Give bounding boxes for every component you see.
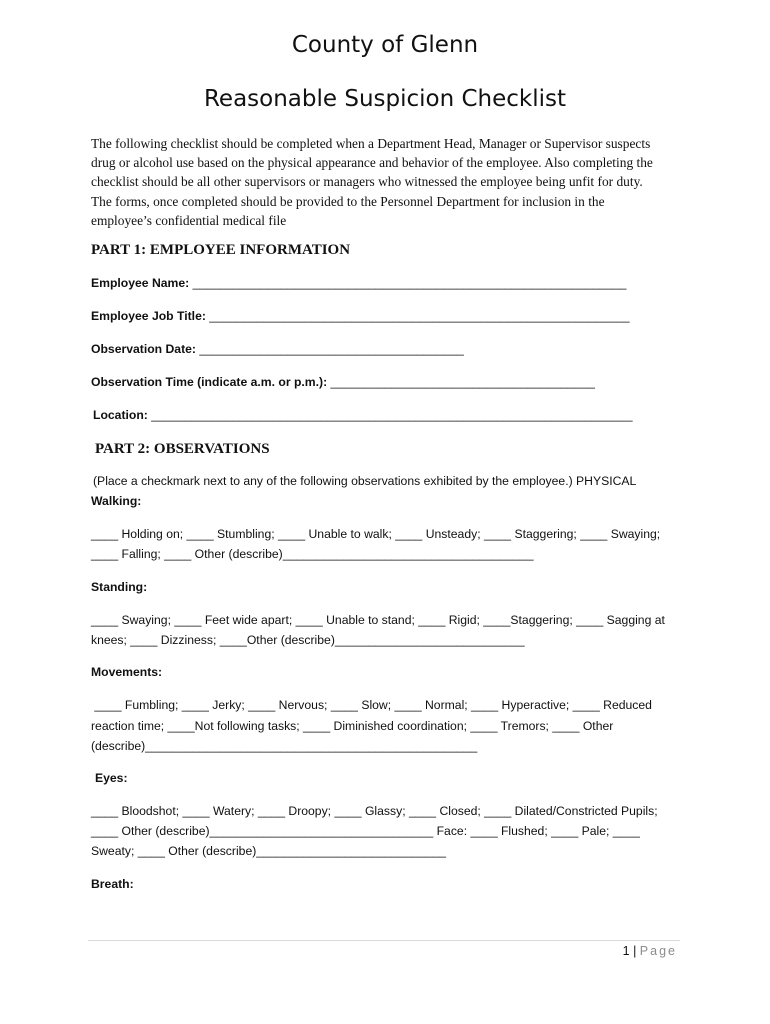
observation-instruction: (Place a checkmark next to any of the following observations exhibited by the employee.) PHYSICAL: [93, 474, 637, 488]
intro-line: checklist should be all other supervisors or managers who witnessed the employee being unfit for duty.: [91, 174, 643, 190]
eyes-options-line[interactable]: ____ Bloodshot; ____ Watery; ____ Droopy; ____ Glassy; ____ Closed; ____ Dilated/Constricted Pupils;: [91, 804, 658, 818]
field-blank[interactable]: _______________________________________: [199, 342, 464, 356]
field-blank[interactable]: _______________________________________________________________________: [151, 408, 633, 422]
standing-label: Standing:: [91, 580, 148, 594]
walking-options-line[interactable]: ____ Falling; ____ Other (describe)_____________________________________: [91, 547, 534, 561]
location-field[interactable]: [93, 408, 632, 422]
eyes-options-line[interactable]: ____ Other (describe)_________________________________ Face: ____ Flushed; ____ Pale; ____: [91, 824, 640, 838]
observation-time-field[interactable]: [91, 375, 595, 389]
part2-heading: PART 2: OBSERVATIONS: [95, 441, 270, 457]
page-number: 1: [622, 944, 630, 958]
field-label: Observation Time (indicate a.m. or p.m.):: [91, 375, 328, 389]
intro-line: employee’s confidential medical file: [91, 212, 287, 228]
observation-date-field[interactable]: [91, 342, 464, 356]
walking-options-line[interactable]: ____ Holding on; ____ Stumbling; ____ Unable to walk; ____ Unsteady; ____ Staggering; ____ Swaying;: [91, 527, 661, 541]
field-label: Employee Name:: [91, 276, 190, 290]
field-label: Observation Date:: [91, 342, 196, 356]
footer-divider: [88, 940, 680, 941]
intro-paragraph: [91, 134, 691, 230]
employee-name-field[interactable]: [91, 276, 626, 290]
intro-line: The forms, once completed should be provided to the Personnel Department for inclusion in the: [91, 193, 605, 209]
movements-label: Movements:: [91, 665, 163, 679]
eyes-label: Eyes:: [95, 771, 128, 785]
intro-line: The following checklist should be completed when a Department Head, Manager or Supervisor suspects: [91, 136, 651, 151]
part1-heading: PART 1: EMPLOYEE INFORMATION: [91, 242, 351, 258]
standing-options-line[interactable]: ____ Swaying; ____ Feet wide apart; ____ Unable to stand; ____ Rigid; ____Staggering; ____ Sagging at: [91, 613, 665, 627]
field-label: Location:: [93, 408, 148, 422]
movements-options-line[interactable]: (describe)_________________________________________________: [91, 739, 478, 753]
field-label: Employee Job Title:: [91, 309, 206, 323]
intro-line: drug or alcohol use based on the physical appearance and behavior of the employee. Also completing the: [91, 155, 653, 171]
page-footer: [623, 944, 677, 958]
breath-label: Breath:: [91, 877, 134, 891]
field-blank[interactable]: ______________________________________________________________: [209, 309, 630, 323]
page-word: Page: [639, 944, 677, 958]
standing-options-line[interactable]: knees; ____ Dizziness; ____Other (describe)____________________________: [91, 633, 525, 647]
field-blank[interactable]: ________________________________________________________________: [192, 276, 627, 290]
page-title: Reasonable Suspicion Checklist: [203, 86, 567, 112]
page-separator: |: [633, 944, 637, 958]
page-org-title: County of Glenn: [291, 32, 479, 58]
eyes-options-line[interactable]: Sweaty; ____ Other (describe)____________________________: [91, 844, 447, 858]
movements-options-line[interactable]: reaction time; ____Not following tasks; ____ Diminished coordination; ____ Tremors; ____ Other: [91, 719, 614, 733]
walking-label: Walking:: [91, 494, 142, 508]
field-blank[interactable]: _______________________________________: [330, 375, 595, 389]
movements-options-line[interactable]: ____ Fumbling; ____ Jerky; ____ Nervous; ____ Slow; ____ Normal; ____ Hyperactive; ____ Reduced: [91, 698, 652, 712]
employee-job-title-field[interactable]: [91, 309, 630, 323]
